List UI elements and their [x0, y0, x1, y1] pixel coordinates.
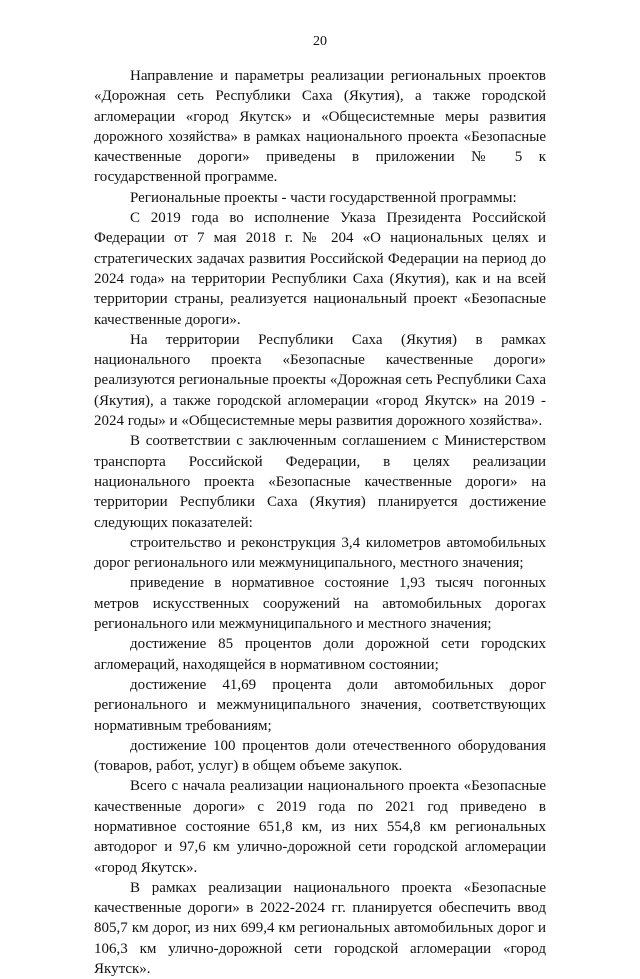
paragraph-results-2019-2021: Всего с начала реализации национального проекта «Безопасные качественные дороги» с 2019 года по 2021 год приведено в нормативное состояние 651,8 км, из них 554,8 км региональных автодорог и 97,6 км улично-дорожной сети городской агломерации «город Якутск». — [94, 778, 546, 876]
paragraph-plan-2022-2024: В рамках реализации национального проекта «Безопасные качественные дороги» в 2022-2024 гг. планируется обеспечить ввод 805,7 км дорог, из них 699,4 км региональных автомобильных дорог и 106,3 км улично-дорожной сети городской агломерации «город Якутск». — [94, 879, 546, 978]
list-item-artificial-structures: приведение в нормативное состояние 1,93 тысяч погонных метров искусственных сооружений на автомобильных дорогах регионального или межмуниципального и местного значения; — [94, 575, 546, 633]
list-item-agglomeration-share: достижение 85 процентов доли дорожной сети городских агломераций, находящейся в нормативном состоянии; — [94, 636, 546, 673]
list-item-domestic-equipment: достижение 100 процентов доли отечественного оборудования (товаров, работ, услуг) в общем объеме закупок. — [94, 737, 546, 775]
page-number: 20 — [313, 34, 327, 49]
list-item-construction: строительство и реконструкция 3,4 километров автомобильных дорог регионального или межмуниципального, местного значения; — [94, 534, 546, 572]
paragraph-regional-projects-heading: Региональные проекты - части государственной программы: — [130, 189, 517, 206]
paragraph-agreement-indicators: В соответствии с заключенным соглашением с Министерством транспорта Российской Федерации, в целях реализации национального проекта «Безопасные качественные дороги» на территории Республики Саха (Якутия) планируется достижение следующих показателей: — [94, 433, 546, 531]
paragraph-territory-projects: На территории Республики Саха (Якутия) в рамках национального проекта «Безопасные качественные дороги» реализуются региональные проекты «Дорожная сеть Республики Саха (Якутия), а также городской агломерации «город Якутск» на 2019 - 2024 годы» и «Общесистемные меры развития дорожного хозяйства». — [94, 331, 546, 430]
paragraph-presidential-decree: С 2019 года во исполнение Указа Президента Российской Федерации от 7 мая 2018 г. № 204 «О национальных целях и стратегических задачах развития Российской Федерации на период до 2024 года» на территории Республики Саха (Якутия), как и на всей территории страны, реализуется национальный проект «Безопасные качественные дороги». — [94, 210, 546, 328]
paragraph-project-directions: Направление и параметры реализации региональных проектов «Дорожная сеть Республики Саха (Якутия), а также городской агломерации «город Якутск» и «Общесистемные меры развития дорожного хозяйства» в рамках национального проекта «Безопасные качественные дороги» приведены в приложении № 5 к государственной программе. — [94, 68, 546, 186]
document-body — [94, 66, 546, 979]
list-item-regional-roads-share: достижение 41,69 процента доли автомобильных дорог регионального и межмуниципального значения, соответствующих нормативным требованиям; — [94, 676, 546, 734]
